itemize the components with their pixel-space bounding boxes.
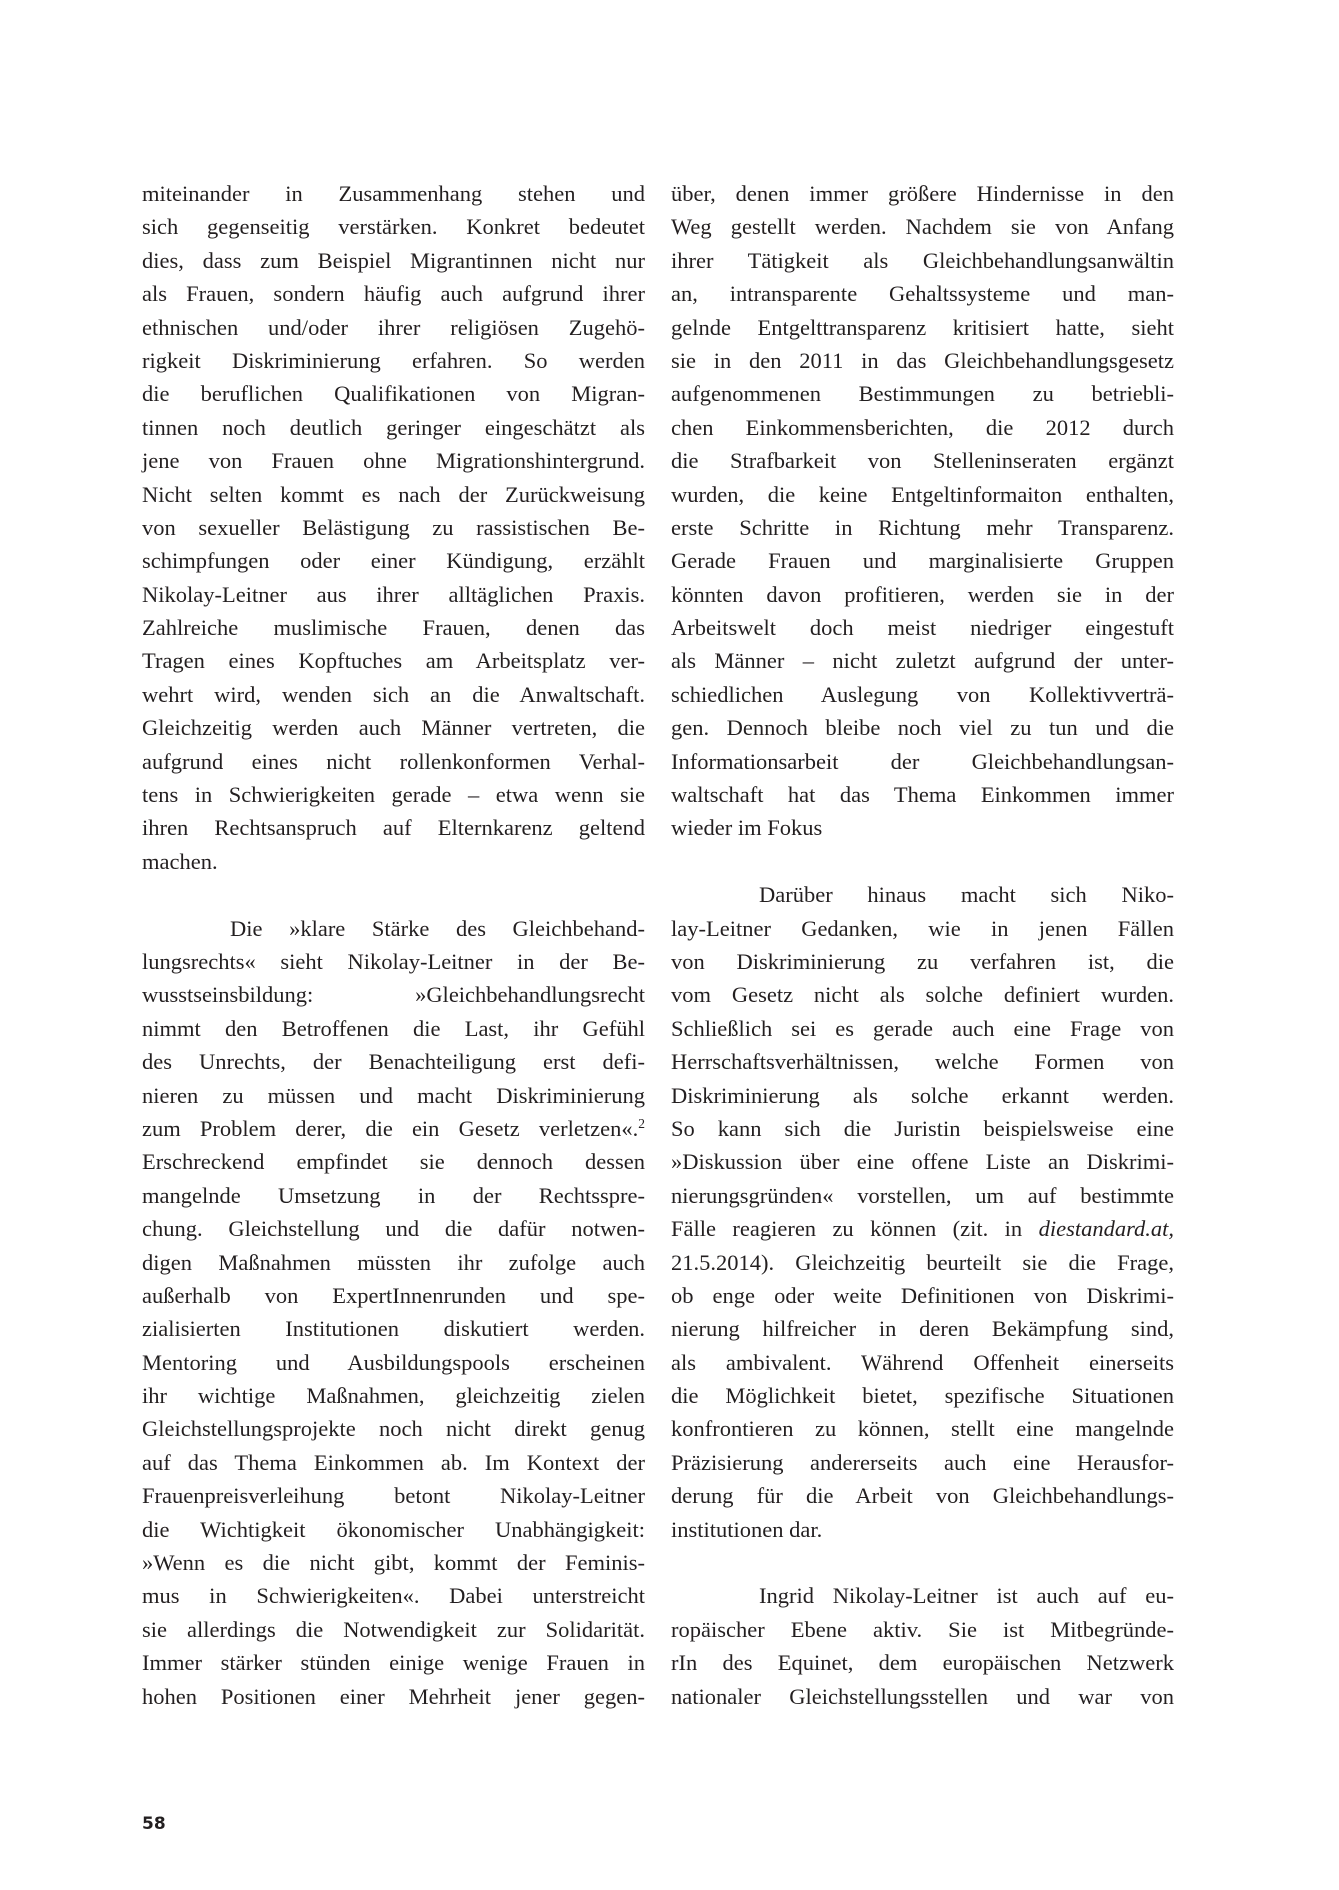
text-line: Zahlreiche muslimische Frauen, denen das bbox=[142, 615, 645, 641]
text-line: Gleichstellungsprojekte noch nicht direkt genug bbox=[142, 1416, 645, 1442]
text-line: nierung hilfreicher in deren Bekämpfung sind, bbox=[671, 1316, 1174, 1342]
text-line: wieder im Fokus bbox=[671, 815, 823, 841]
text-line: tens in Schwierigkeiten gerade – etwa wenn sie bbox=[142, 782, 645, 808]
text-line: lungsrechts« sieht Nikolay-Leitner in der Be- bbox=[142, 948, 645, 974]
text-line: als Frauen, sondern häufig auch aufgrund ihrer bbox=[142, 281, 645, 307]
text-line: sich gegenseitig verstärken. Konkret bedeutet bbox=[142, 214, 645, 240]
text-line: erste Schritte in Richtung mehr Transparenz. bbox=[671, 514, 1174, 540]
text-line: ihrer Tätigkeit als Gleichbehandlungsanwältin bbox=[671, 247, 1174, 273]
text-line: institutionen dar. bbox=[671, 1516, 823, 1542]
text-line: Nicht selten kommt es nach der Zurückweisung bbox=[142, 481, 645, 507]
paragraph bbox=[671, 878, 1174, 1546]
text-line: »Diskussion über eine offene Liste an Diskrimi- bbox=[671, 1149, 1174, 1175]
text-line: tinnen noch deutlich geringer eingeschätzt als bbox=[142, 414, 645, 440]
text-line: machen. bbox=[142, 848, 218, 874]
text-line: Tragen eines Kopftuches am Arbeitsplatz ver- bbox=[142, 648, 645, 674]
text-line: ethnischen und/oder ihrer religiösen Zugehö- bbox=[142, 314, 645, 340]
text-line: ihr wichtige Maßnahmen, gleichzeitig zielen bbox=[142, 1383, 645, 1409]
text-line: lay-Leitner Gedanken, wie in jenen Fällen bbox=[671, 915, 1174, 941]
text-line: dies, dass zum Beispiel Migrantinnen nicht nur bbox=[142, 247, 645, 273]
text-line: Gerade Frauen und marginalisierte Gruppen bbox=[671, 548, 1174, 574]
paragraph-spacer bbox=[142, 878, 645, 911]
text-line: nimmt den Betroffenen die Last, ihr Gefühl bbox=[142, 1015, 645, 1041]
right-column bbox=[671, 177, 1174, 1713]
text-line: Diskriminierung als solche erkannt werden. bbox=[671, 1082, 1174, 1108]
paragraph-spacer bbox=[671, 1546, 1174, 1579]
left-column bbox=[142, 177, 645, 1713]
text-line: derung für die Arbeit von Gleichbehandlungs- bbox=[671, 1483, 1174, 1509]
text-line: die Strafbarkeit von Stelleninseraten ergänzt bbox=[671, 448, 1174, 474]
text-line: Präzisierung andererseits auch eine Herausfor- bbox=[671, 1449, 1174, 1475]
text-line: wehrt wird, wenden sich an die Anwaltschaft. bbox=[142, 681, 645, 707]
text-line: gen. Dennoch bleibe noch viel zu tun und die bbox=[671, 715, 1174, 741]
text-segment: Fälle reagieren zu können (zit. in bbox=[671, 1216, 1039, 1242]
text-line: chen Einkommensberichten, die 2012 durch bbox=[671, 414, 1174, 440]
text-line: über, denen immer größere Hindernisse in den bbox=[671, 181, 1174, 206]
text-line: miteinander in Zusammenhang stehen und bbox=[142, 181, 645, 206]
text-line: jene von Frauen ohne Migrationshintergrund. bbox=[142, 448, 645, 474]
text-line bbox=[671, 1212, 1174, 1245]
text-line: die Möglichkeit bietet, spezifische Situationen bbox=[671, 1383, 1174, 1409]
text-line: ihren Rechtsanspruch auf Elternkarenz geltend bbox=[142, 815, 645, 841]
text-line: könnten davon profitieren, werden sie in der bbox=[671, 581, 1174, 607]
text-line: mangelnde Umsetzung in der Rechtsspre- bbox=[142, 1182, 645, 1208]
text-line: von Diskriminierung zu verfahren ist, die bbox=[671, 948, 1174, 974]
paragraph-spacer bbox=[671, 845, 1174, 878]
text-line: die beruflichen Qualifikationen von Migran- bbox=[142, 381, 645, 407]
text-line: vom Gesetz nicht als solche definiert wurden. bbox=[671, 982, 1174, 1008]
text-line: Weg gestellt werden. Nachdem sie von Anfang bbox=[671, 214, 1174, 240]
text-line: Arbeitswelt doch meist niedriger eingestuft bbox=[671, 615, 1174, 641]
text-line: mus in Schwierigkeiten«. Dabei unterstreicht bbox=[142, 1583, 645, 1609]
text-line: als Männer – nicht zuletzt aufgrund der unter- bbox=[671, 648, 1174, 674]
text-line: wurden, die keine Entgeltinformaiton enthalten, bbox=[671, 481, 1174, 507]
italic-source: diestandard.at, bbox=[1038, 1216, 1174, 1242]
text-line: Frauenpreisverleihung betont Nikolay-Leitner bbox=[142, 1483, 645, 1509]
text-line: an, intransparente Gehaltssysteme und man- bbox=[671, 281, 1174, 307]
text-line: aufgenommenen Bestimmungen zu betriebli- bbox=[671, 381, 1174, 407]
text-line: ropäischer Ebene aktiv. Sie ist Mitbegründe- bbox=[671, 1616, 1174, 1642]
text-line: Nikolay-Leitner aus ihrer alltäglichen Praxis. bbox=[142, 581, 645, 607]
text-line: rIn des Equinet, dem europäischen Netzwerk bbox=[671, 1650, 1174, 1676]
text-line: von sexueller Belästigung zu rassistischen Be- bbox=[142, 514, 645, 540]
text-line: waltschaft hat das Thema Einkommen immer bbox=[671, 782, 1174, 808]
text-line: wusstseinsbildung: »Gleichbehandlungsrecht bbox=[142, 982, 645, 1008]
text-line: Darüber hinaus macht sich Niko- bbox=[759, 882, 1174, 908]
text-line: hohen Positionen einer Mehrheit jener gegen- bbox=[142, 1683, 645, 1709]
text-line: auf das Thema Einkommen ab. Im Kontext der bbox=[142, 1449, 645, 1475]
text-line: sie in den 2011 in das Gleichbehandlungsgesetz bbox=[671, 347, 1174, 373]
paragraph bbox=[142, 177, 645, 878]
text-line: ob enge oder weite Definitionen von Diskrimi- bbox=[671, 1282, 1174, 1308]
text-line: nationaler Gleichstellungsstellen und war von bbox=[671, 1683, 1174, 1709]
text-line: sie allerdings die Notwendigkeit zur Solidarität. bbox=[142, 1616, 645, 1642]
text-line: Die »klare Stärke des Gleichbehand- bbox=[230, 915, 645, 941]
text-line: Gleichzeitig werden auch Männer vertreten, die bbox=[142, 715, 645, 741]
paragraph bbox=[142, 912, 645, 1713]
text-line: als ambivalent. Während Offenheit einerseits bbox=[671, 1349, 1174, 1375]
text-line: nieren zu müssen und macht Diskriminierung bbox=[142, 1082, 645, 1108]
text-line: konfrontieren zu können, stellt eine mangelnde bbox=[671, 1416, 1174, 1442]
text-line: Informationsarbeit der Gleichbehandlungsan- bbox=[671, 748, 1174, 774]
text-line: gelnde Entgelttransparenz kritisiert hatte, sieht bbox=[671, 314, 1174, 340]
text-segment: zum Problem derer, die ein Gesetz verletzen«. bbox=[142, 1115, 639, 1141]
text-line: nierungsgründen« vorstellen, um auf bestimmte bbox=[671, 1182, 1174, 1208]
text-line bbox=[142, 1112, 645, 1145]
text-line: außerhalb von ExpertInnenrunden und spe- bbox=[142, 1282, 645, 1308]
text-line: rigkeit Diskriminierung erfahren. So werden bbox=[142, 347, 645, 373]
paragraph bbox=[671, 1579, 1174, 1713]
paragraph bbox=[671, 177, 1174, 845]
text-line: Mentoring und Ausbildungspools erscheinen bbox=[142, 1349, 645, 1375]
page-number: 58 bbox=[142, 1814, 166, 1834]
text-line: schiedlichen Auslegung von Kollektivverträ- bbox=[671, 681, 1174, 707]
text-line: Immer stärker stünden einige wenige Frauen in bbox=[142, 1650, 645, 1676]
text-line: Schließlich sei es gerade auch eine Frage von bbox=[671, 1015, 1174, 1041]
text-line: Herrschaftsverhältnissen, welche Formen von bbox=[671, 1049, 1174, 1075]
text-line: digen Maßnahmen müssten ihr zufolge auch bbox=[142, 1249, 645, 1275]
text-line: zialisierten Institutionen diskutiert werden. bbox=[142, 1316, 645, 1342]
text-line: Ingrid Nikolay-Leitner ist auch auf eu- bbox=[759, 1583, 1174, 1609]
text-line: chung. Gleichstellung und die dafür notwen- bbox=[142, 1216, 645, 1242]
text-line: »Wenn es die nicht gibt, kommt der Feminis- bbox=[142, 1550, 645, 1576]
text-line: die Wichtigkeit ökonomischer Unabhängigkeit: bbox=[142, 1516, 645, 1542]
text-line: schimpfungen oder einer Kündigung, erzählt bbox=[142, 548, 645, 574]
text-line: aufgrund eines nicht rollenkonformen Verhal- bbox=[142, 748, 645, 774]
text-line: des Unrechts, der Benachteiligung erst defi- bbox=[142, 1049, 645, 1075]
text-line: 21.5.2014). Gleichzeitig beurteilt sie die Frage, bbox=[671, 1249, 1174, 1275]
text-line: So kann sich die Juristin beispielsweise eine bbox=[671, 1115, 1174, 1141]
footnote-reference[interactable]: 2 bbox=[638, 1115, 645, 1131]
text-line: Erschreckend empfindet sie dennoch dessen bbox=[142, 1149, 645, 1175]
